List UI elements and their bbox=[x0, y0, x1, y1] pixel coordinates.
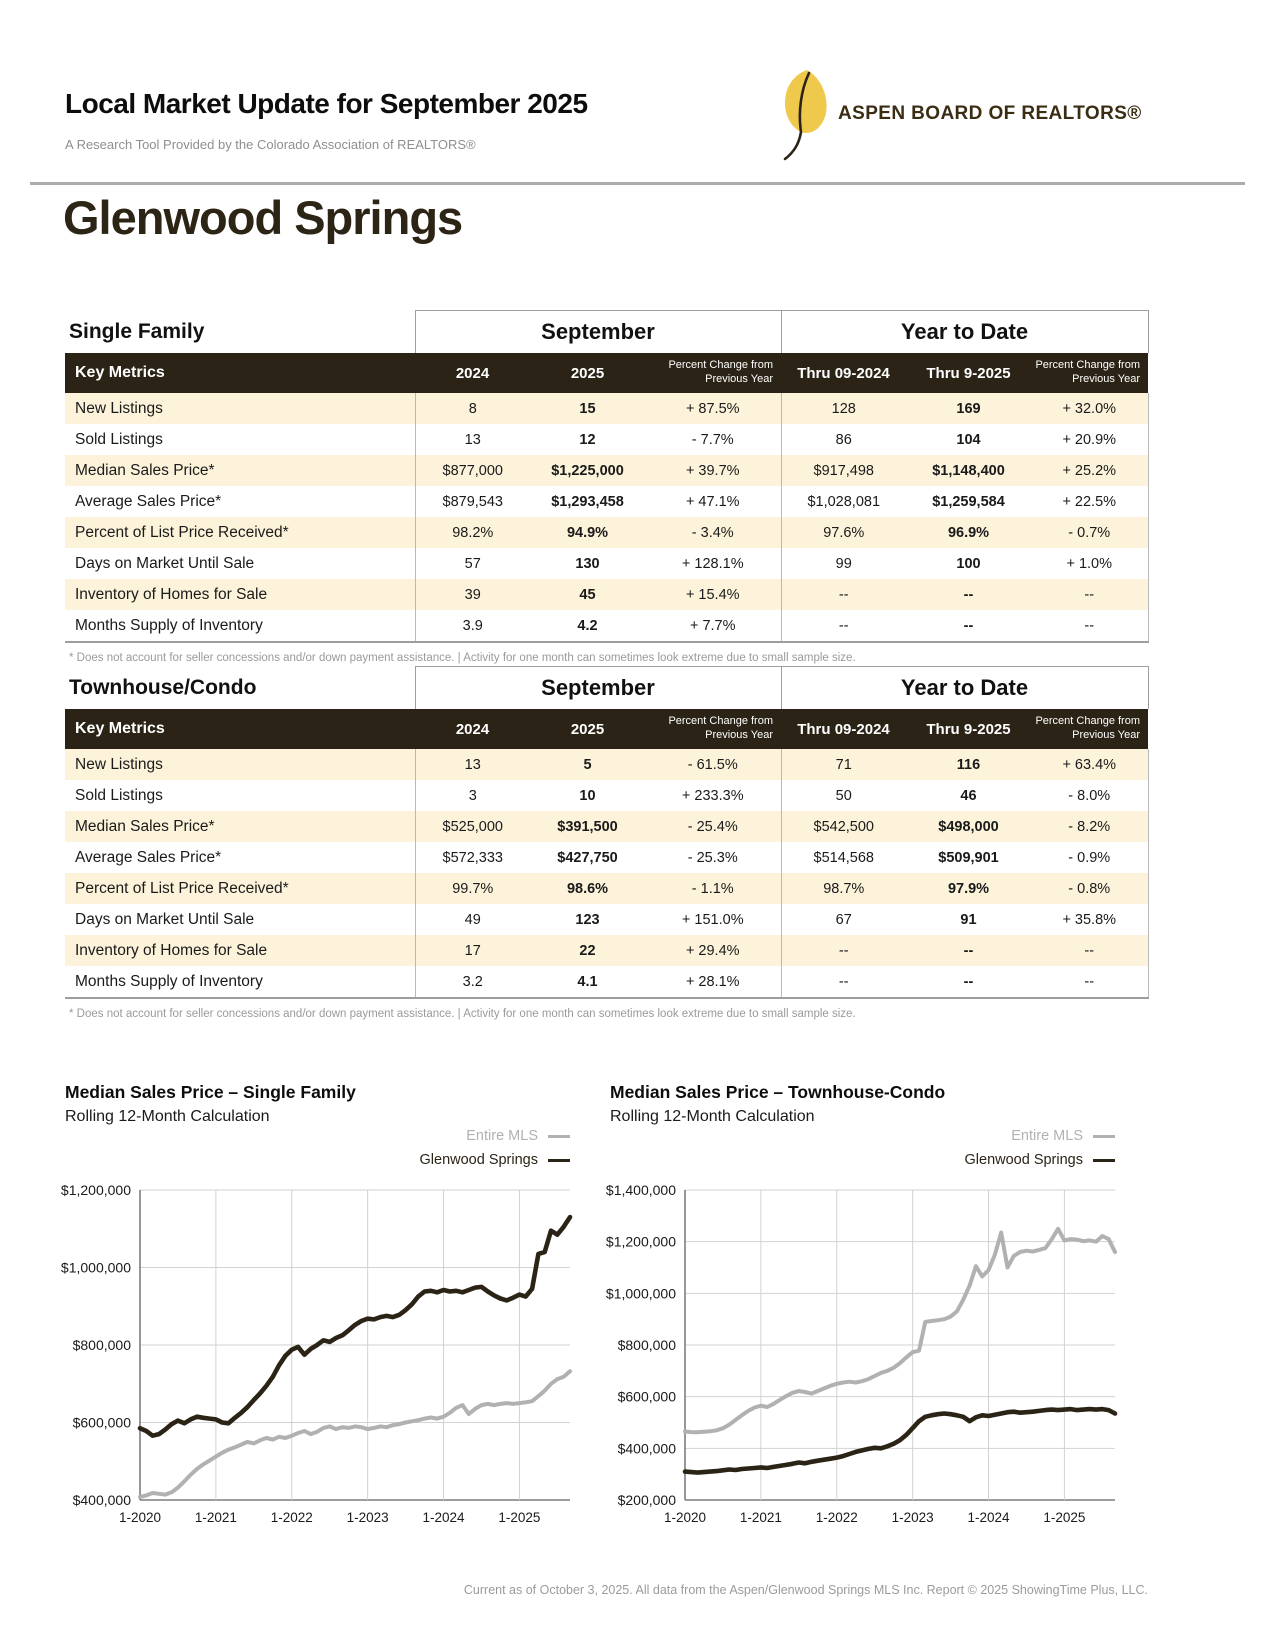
x-tick-label: 1-2023 bbox=[891, 1510, 934, 1525]
metric-value: - 25.4% bbox=[645, 811, 781, 842]
metric-value: $542,500 bbox=[781, 811, 906, 842]
metric-label: Median Sales Price* bbox=[65, 811, 415, 842]
metric-label: Sold Listings bbox=[65, 424, 415, 455]
table-row bbox=[65, 811, 1148, 842]
metric-value: + 39.7% bbox=[645, 455, 781, 486]
legend-label: Entire MLS bbox=[1011, 1128, 1083, 1144]
legend-label: Glenwood Springs bbox=[419, 1152, 538, 1168]
metrics-table bbox=[65, 666, 1149, 999]
metric-value: - 1.1% bbox=[645, 873, 781, 904]
metric-value: 12 bbox=[530, 424, 645, 455]
metric-value: + 128.1% bbox=[645, 548, 781, 579]
column-header: Percent Change from Previous Year bbox=[1031, 709, 1148, 749]
metric-value: 15 bbox=[530, 393, 645, 424]
report-footer: Current as of October 3, 2025. All data from the Aspen/Glenwood Springs MLS Inc. Report © 2025 ShowingTime Plus, LLC. bbox=[463, 1583, 1148, 1597]
metric-value: - 8.2% bbox=[1031, 811, 1148, 842]
metric-value: $1,293,458 bbox=[530, 486, 645, 517]
column-header: Thru 9-2025 bbox=[906, 353, 1031, 393]
metric-value: + 28.1% bbox=[645, 966, 781, 998]
metric-value: 17 bbox=[415, 935, 530, 966]
logo-text: ASPEN BOARD OF REALTORS® bbox=[838, 103, 1142, 124]
x-tick-label: 1-2025 bbox=[1043, 1510, 1086, 1525]
table-row bbox=[65, 780, 1148, 811]
x-tick-label: 1-2020 bbox=[118, 1510, 162, 1525]
x-tick-label: 1-2025 bbox=[498, 1510, 541, 1525]
metric-value: 4.2 bbox=[530, 610, 645, 642]
metric-value: -- bbox=[1031, 579, 1148, 610]
section-title: Townhouse/Condo bbox=[69, 675, 257, 699]
y-tick-label: $1,000,000 bbox=[605, 1285, 676, 1302]
metric-value: 3 bbox=[415, 780, 530, 811]
metric-value: $572,333 bbox=[415, 842, 530, 873]
y-tick-label: $1,000,000 bbox=[60, 1259, 131, 1276]
chart-townhouse-condo bbox=[600, 1082, 1120, 1537]
metric-value: 22 bbox=[530, 935, 645, 966]
metric-value: 10 bbox=[530, 780, 645, 811]
chart-subtitle: Rolling 12-Month Calculation bbox=[65, 1108, 270, 1125]
metric-value: 3.2 bbox=[415, 966, 530, 998]
metric-value: 123 bbox=[530, 904, 645, 935]
column-header: 2025 bbox=[530, 353, 645, 393]
metric-value: + 151.0% bbox=[645, 904, 781, 935]
metric-label: Inventory of Homes for Sale bbox=[65, 935, 415, 966]
legend-item bbox=[685, 1148, 1115, 1172]
metric-value: 50 bbox=[781, 780, 906, 811]
y-tick-label: $600,000 bbox=[72, 1414, 131, 1431]
entire-mls-line bbox=[685, 1229, 1115, 1433]
metric-value: 104 bbox=[906, 424, 1031, 455]
legend-item bbox=[140, 1124, 570, 1148]
column-header: Key Metrics bbox=[65, 353, 415, 393]
metric-value: 169 bbox=[906, 393, 1031, 424]
metric-value: 8 bbox=[415, 393, 530, 424]
legend-item bbox=[140, 1148, 570, 1172]
glenwood-springs-line bbox=[685, 1409, 1115, 1473]
table-footnote: * Does not account for seller concessions and/or down payment assistance. | Activity for one month can sometimes look extreme due to small sample size. bbox=[69, 652, 856, 664]
metric-value: $427,750 bbox=[530, 842, 645, 873]
metric-value: 45 bbox=[530, 579, 645, 610]
entire-mls-line bbox=[140, 1371, 570, 1497]
metric-value: + 7.7% bbox=[645, 610, 781, 642]
metric-label: Sold Listings bbox=[65, 780, 415, 811]
metric-value: -- bbox=[1031, 935, 1148, 966]
period-header: Year to Date bbox=[781, 667, 1148, 710]
period-header: September bbox=[415, 311, 781, 354]
metric-value: $525,000 bbox=[415, 811, 530, 842]
metric-value: $877,000 bbox=[415, 455, 530, 486]
metric-value: 116 bbox=[906, 749, 1031, 780]
legend-label: Glenwood Springs bbox=[964, 1152, 1083, 1168]
metric-value: -- bbox=[906, 935, 1031, 966]
x-tick-label: 1-2022 bbox=[270, 1510, 313, 1525]
x-tick-label: 1-2024 bbox=[422, 1510, 465, 1525]
metric-value: - 8.0% bbox=[1031, 780, 1148, 811]
metric-value: - 0.7% bbox=[1031, 517, 1148, 548]
table-row bbox=[65, 904, 1148, 935]
report-title: Local Market Update for September 2025 bbox=[65, 88, 588, 119]
metric-value: -- bbox=[781, 610, 906, 642]
metric-label: Percent of List Price Received* bbox=[65, 873, 415, 904]
x-tick-label: 1-2022 bbox=[815, 1510, 858, 1525]
table-row bbox=[65, 966, 1148, 998]
section-title: Single Family bbox=[69, 319, 205, 343]
metric-value: + 20.9% bbox=[1031, 424, 1148, 455]
x-tick-label: 1-2023 bbox=[346, 1510, 389, 1525]
metric-value: - 0.8% bbox=[1031, 873, 1148, 904]
legend-line-swatch bbox=[548, 1135, 570, 1138]
column-header: Thru 09-2024 bbox=[781, 709, 906, 749]
metric-value: - 3.4% bbox=[645, 517, 781, 548]
metric-value: 130 bbox=[530, 548, 645, 579]
region-title: Glenwood Springs bbox=[63, 191, 463, 244]
metric-value: + 87.5% bbox=[645, 393, 781, 424]
metric-value: + 35.8% bbox=[1031, 904, 1148, 935]
metric-label: Average Sales Price* bbox=[65, 486, 415, 517]
metric-value: 13 bbox=[415, 749, 530, 780]
metric-label: Months Supply of Inventory bbox=[65, 610, 415, 642]
metric-value: 96.9% bbox=[906, 517, 1031, 548]
metric-value: + 1.0% bbox=[1031, 548, 1148, 579]
chart-subtitle: Rolling 12-Month Calculation bbox=[610, 1108, 815, 1125]
metric-value: - 25.3% bbox=[645, 842, 781, 873]
y-tick-label: $800,000 bbox=[617, 1337, 676, 1353]
column-header-row bbox=[65, 709, 1148, 749]
column-header: 2025 bbox=[530, 709, 645, 749]
y-tick-label: $1,200,000 bbox=[605, 1233, 676, 1250]
metric-value: - 61.5% bbox=[645, 749, 781, 780]
metric-value: 3.9 bbox=[415, 610, 530, 642]
metric-label: New Listings bbox=[65, 393, 415, 424]
metric-label: Days on Market Until Sale bbox=[65, 904, 415, 935]
metric-label: Percent of List Price Received* bbox=[65, 517, 415, 548]
metric-value: -- bbox=[906, 579, 1031, 610]
metric-value: $1,148,400 bbox=[906, 455, 1031, 486]
metric-value: 128 bbox=[781, 393, 906, 424]
metric-value: -- bbox=[1031, 966, 1148, 998]
metric-value: 4.1 bbox=[530, 966, 645, 998]
y-tick-label: $1,400,000 bbox=[605, 1182, 676, 1198]
column-header: Key Metrics bbox=[65, 709, 415, 749]
legend-item bbox=[685, 1124, 1115, 1148]
y-tick-label: $200,000 bbox=[617, 1492, 676, 1508]
metric-value: + 25.2% bbox=[1031, 455, 1148, 486]
metric-value: + 47.1% bbox=[645, 486, 781, 517]
y-tick-label: $400,000 bbox=[72, 1492, 131, 1508]
metric-value: 39 bbox=[415, 579, 530, 610]
chart-legend bbox=[140, 1124, 570, 1172]
y-tick-label: $600,000 bbox=[617, 1388, 676, 1405]
table-footnote: * Does not account for seller concessions and/or down payment assistance. | Activity for one month can sometimes look extreme due to small sample size. bbox=[69, 1008, 856, 1020]
column-header: Thru 09-2024 bbox=[781, 353, 906, 393]
column-header: 2024 bbox=[415, 709, 530, 749]
metric-value: $498,000 bbox=[906, 811, 1031, 842]
x-tick-label: 1-2021 bbox=[739, 1510, 782, 1525]
metric-value: -- bbox=[1031, 610, 1148, 642]
table-row bbox=[65, 455, 1148, 486]
metric-value: - 0.9% bbox=[1031, 842, 1148, 873]
column-header: 2024 bbox=[415, 353, 530, 393]
legend-line-swatch bbox=[1093, 1135, 1115, 1138]
metric-value: + 15.4% bbox=[645, 579, 781, 610]
metric-value: -- bbox=[781, 579, 906, 610]
metric-value: $1,028,081 bbox=[781, 486, 906, 517]
legend-line-swatch bbox=[548, 1159, 570, 1162]
table-row bbox=[65, 517, 1148, 548]
table-header-row bbox=[65, 311, 1148, 354]
period-header: Year to Date bbox=[781, 311, 1148, 354]
line-chart bbox=[600, 1178, 1120, 1530]
legend-label: Entire MLS bbox=[466, 1128, 538, 1144]
period-header: September bbox=[415, 667, 781, 710]
metric-value: 13 bbox=[415, 424, 530, 455]
x-tick-label: 1-2024 bbox=[967, 1510, 1010, 1525]
metric-value: $509,901 bbox=[906, 842, 1031, 873]
column-header: Percent Change from Previous Year bbox=[645, 353, 781, 393]
chart-single-family bbox=[55, 1082, 575, 1537]
metric-value: -- bbox=[906, 610, 1031, 642]
aspen-leaf-icon bbox=[770, 66, 832, 166]
metric-value: 98.2% bbox=[415, 517, 530, 548]
metric-value: - 7.7% bbox=[645, 424, 781, 455]
metric-label: New Listings bbox=[65, 749, 415, 780]
metric-value: 86 bbox=[781, 424, 906, 455]
metric-value: + 29.4% bbox=[645, 935, 781, 966]
table-row bbox=[65, 610, 1148, 642]
metric-value: 99.7% bbox=[415, 873, 530, 904]
metric-value: 99 bbox=[781, 548, 906, 579]
metric-value: 46 bbox=[906, 780, 1031, 811]
metric-value: 94.9% bbox=[530, 517, 645, 548]
metric-value: $1,259,584 bbox=[906, 486, 1031, 517]
y-tick-label: $400,000 bbox=[617, 1440, 676, 1457]
table-row bbox=[65, 873, 1148, 904]
metric-value: $391,500 bbox=[530, 811, 645, 842]
y-tick-label: $1,200,000 bbox=[60, 1182, 131, 1198]
chart-title: Median Sales Price – Single Family bbox=[65, 1082, 356, 1102]
x-tick-label: 1-2021 bbox=[194, 1510, 237, 1525]
chart-title: Median Sales Price – Townhouse-Condo bbox=[610, 1082, 946, 1102]
metric-value: 71 bbox=[781, 749, 906, 780]
table-row bbox=[65, 935, 1148, 966]
table-row bbox=[65, 579, 1148, 610]
metric-value: $879,543 bbox=[415, 486, 530, 517]
line-chart bbox=[55, 1178, 575, 1530]
metric-value: + 63.4% bbox=[1031, 749, 1148, 780]
metric-value: $917,498 bbox=[781, 455, 906, 486]
chart-legend bbox=[685, 1124, 1115, 1172]
metric-label: Median Sales Price* bbox=[65, 455, 415, 486]
metric-value: + 22.5% bbox=[1031, 486, 1148, 517]
metric-value: 98.7% bbox=[781, 873, 906, 904]
single-family-table bbox=[65, 310, 1148, 664]
metric-label: Months Supply of Inventory bbox=[65, 966, 415, 998]
metric-value: 67 bbox=[781, 904, 906, 935]
legend-line-swatch bbox=[1093, 1159, 1115, 1162]
metric-value: -- bbox=[906, 966, 1031, 998]
column-header: Percent Change from Previous Year bbox=[1031, 353, 1148, 393]
table-row bbox=[65, 393, 1148, 424]
column-header: Percent Change from Previous Year bbox=[645, 709, 781, 749]
report-subtitle: A Research Tool Provided by the Colorado Association of REALTORS® bbox=[65, 137, 476, 152]
metric-value: 49 bbox=[415, 904, 530, 935]
metrics-table bbox=[65, 310, 1149, 643]
metric-value: + 233.3% bbox=[645, 780, 781, 811]
table-row bbox=[65, 424, 1148, 455]
metric-value: $514,568 bbox=[781, 842, 906, 873]
metric-label: Days on Market Until Sale bbox=[65, 548, 415, 579]
metric-value: 97.6% bbox=[781, 517, 906, 548]
metric-value: 91 bbox=[906, 904, 1031, 935]
column-header-row bbox=[65, 353, 1148, 393]
metric-value: 97.9% bbox=[906, 873, 1031, 904]
metric-value: 100 bbox=[906, 548, 1031, 579]
table-row bbox=[65, 842, 1148, 873]
metric-label: Average Sales Price* bbox=[65, 842, 415, 873]
x-tick-label: 1-2020 bbox=[663, 1510, 707, 1525]
metric-value: 5 bbox=[530, 749, 645, 780]
metric-value: -- bbox=[781, 966, 906, 998]
table-row bbox=[65, 749, 1148, 780]
table-header-row bbox=[65, 667, 1148, 710]
y-tick-label: $800,000 bbox=[72, 1337, 131, 1353]
metric-value: $1,225,000 bbox=[530, 455, 645, 486]
townhouse-condo-table bbox=[65, 666, 1148, 1020]
metric-value: -- bbox=[781, 935, 906, 966]
metric-value: + 32.0% bbox=[1031, 393, 1148, 424]
metric-label: Inventory of Homes for Sale bbox=[65, 579, 415, 610]
metric-value: 98.6% bbox=[530, 873, 645, 904]
metric-value: 57 bbox=[415, 548, 530, 579]
table-row bbox=[65, 548, 1148, 579]
header-divider bbox=[30, 182, 1245, 185]
table-row bbox=[65, 486, 1148, 517]
column-header: Thru 9-2025 bbox=[906, 709, 1031, 749]
